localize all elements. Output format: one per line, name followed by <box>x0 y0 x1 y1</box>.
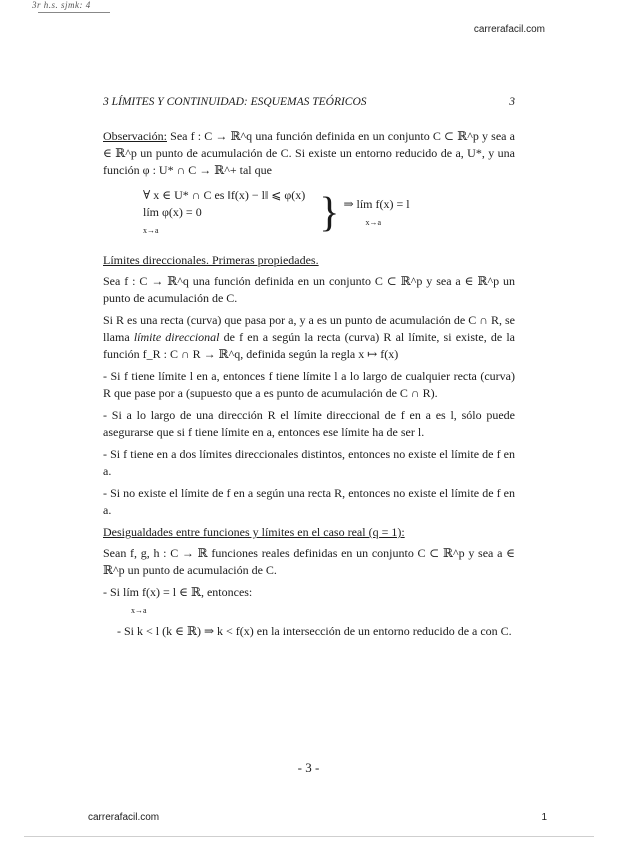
direccionales-p1: Sea f : C → ℝ^q una función definida en un conjunto C ⊂ ℝ^p y sea a ∈ ℝ^p un punto de acumulación de C. <box>103 274 515 305</box>
desigualdades-p3: - Si k < l (k ∈ ℝ) ⇒ k < f(x) en la intersección de un entorno reducido de a con C. <box>117 624 512 638</box>
math-condition-1: ∀ x ∈ U* ∩ C es ‖f(x) − l‖ ⩽ φ(x) <box>143 188 306 202</box>
observacion-paragraph <box>103 128 515 179</box>
running-head <box>103 96 515 108</box>
direccionales-p3: - Si f tiene límite l en a, entonces f tiene límite l a lo largo de cualquier recta (curva) R que pase por a (supuesto que a es punto de acumulación de C ∩ R). <box>103 369 515 400</box>
page-center-mark: - 3 - <box>297 760 320 775</box>
direccionales-p2: Si R es una recta (curva) que pasa por a, y a es un punto de acumulación de C ∩ R, se llama límite direccional de f en a según la recta (curva) R al límite, si existe, de la función f_R : C ∩ R → ℝ^q, definida según la regla x ↦ f(x) <box>103 313 515 361</box>
observacion-heading: Observación: <box>103 129 167 143</box>
direccionales-p4: - Si a lo largo de una dirección R el límite direccional de f en a es l, sólo puede asegurarse que si f tiene límite en a, entonces ese límite ha de ser l. <box>103 408 515 439</box>
right-brace-icon: } <box>319 189 340 236</box>
desigualdades-p2-sub: x→a <box>131 606 147 615</box>
direccionales-heading: Límites direccionales. Primeras propiedades. <box>103 253 319 267</box>
handwritten-scribble: 3r h.s. sjmk: 4 <box>32 0 91 10</box>
site-watermark-bottom: carrerafacil.com <box>88 812 160 823</box>
site-watermark-top: carrerafacil.com <box>473 24 545 35</box>
desigualdades-heading: Desigualdades entre funciones y límites en el caso real (q = 1): <box>103 525 405 539</box>
desigualdades-p2: - Si lím f(x) = l ∈ ℝ, entonces: x→a <box>103 585 253 615</box>
page-number: 1 <box>541 812 547 823</box>
direccionales-p6: - Si no existe el límite de f en a según una recta R, entonces no existe el límite de f en a. <box>103 486 515 517</box>
desigualdades-p1: Sean f, g, h : C → ℝ funciones reales definidas en un conjunto C ⊂ ℝ^p y sea a ∈ ℝ^p un punto de acumulación de C. <box>103 546 515 577</box>
math-block <box>143 187 515 238</box>
math-conditions <box>143 187 305 238</box>
direccionales-p5: - Si f tiene en a dos límites direccionales distintos, entonces no existe el límite de f en a. <box>103 447 515 478</box>
scribble-underline <box>38 12 110 13</box>
math-condition-2-sub: x→a <box>143 226 159 235</box>
bottom-rule <box>24 836 594 837</box>
running-head-page: 3 <box>509 96 515 108</box>
running-head-title: 3 LÍMITES Y CONTINUIDAD: ESQUEMAS TEÓRICOS <box>103 96 367 108</box>
math-conclusion-sub: x→a <box>365 217 381 227</box>
math-conclusion: ⇒ lím f(x) = l x→a <box>343 196 410 227</box>
direccionales-term: límite direccional <box>133 330 220 344</box>
math-condition-2: lím φ(x) = 0 x→a <box>143 205 202 235</box>
observacion-text: Sea f : C → ℝ^q una función definida en un conjunto C ⊂ ℝ^p y sea a ∈ ℝ^p un punto de acumulación de C. Si existe un entorno reducido de a, U*, y una función φ : U* ∩ C → ℝ^+ tal que <box>103 129 515 177</box>
document-body <box>103 128 515 645</box>
